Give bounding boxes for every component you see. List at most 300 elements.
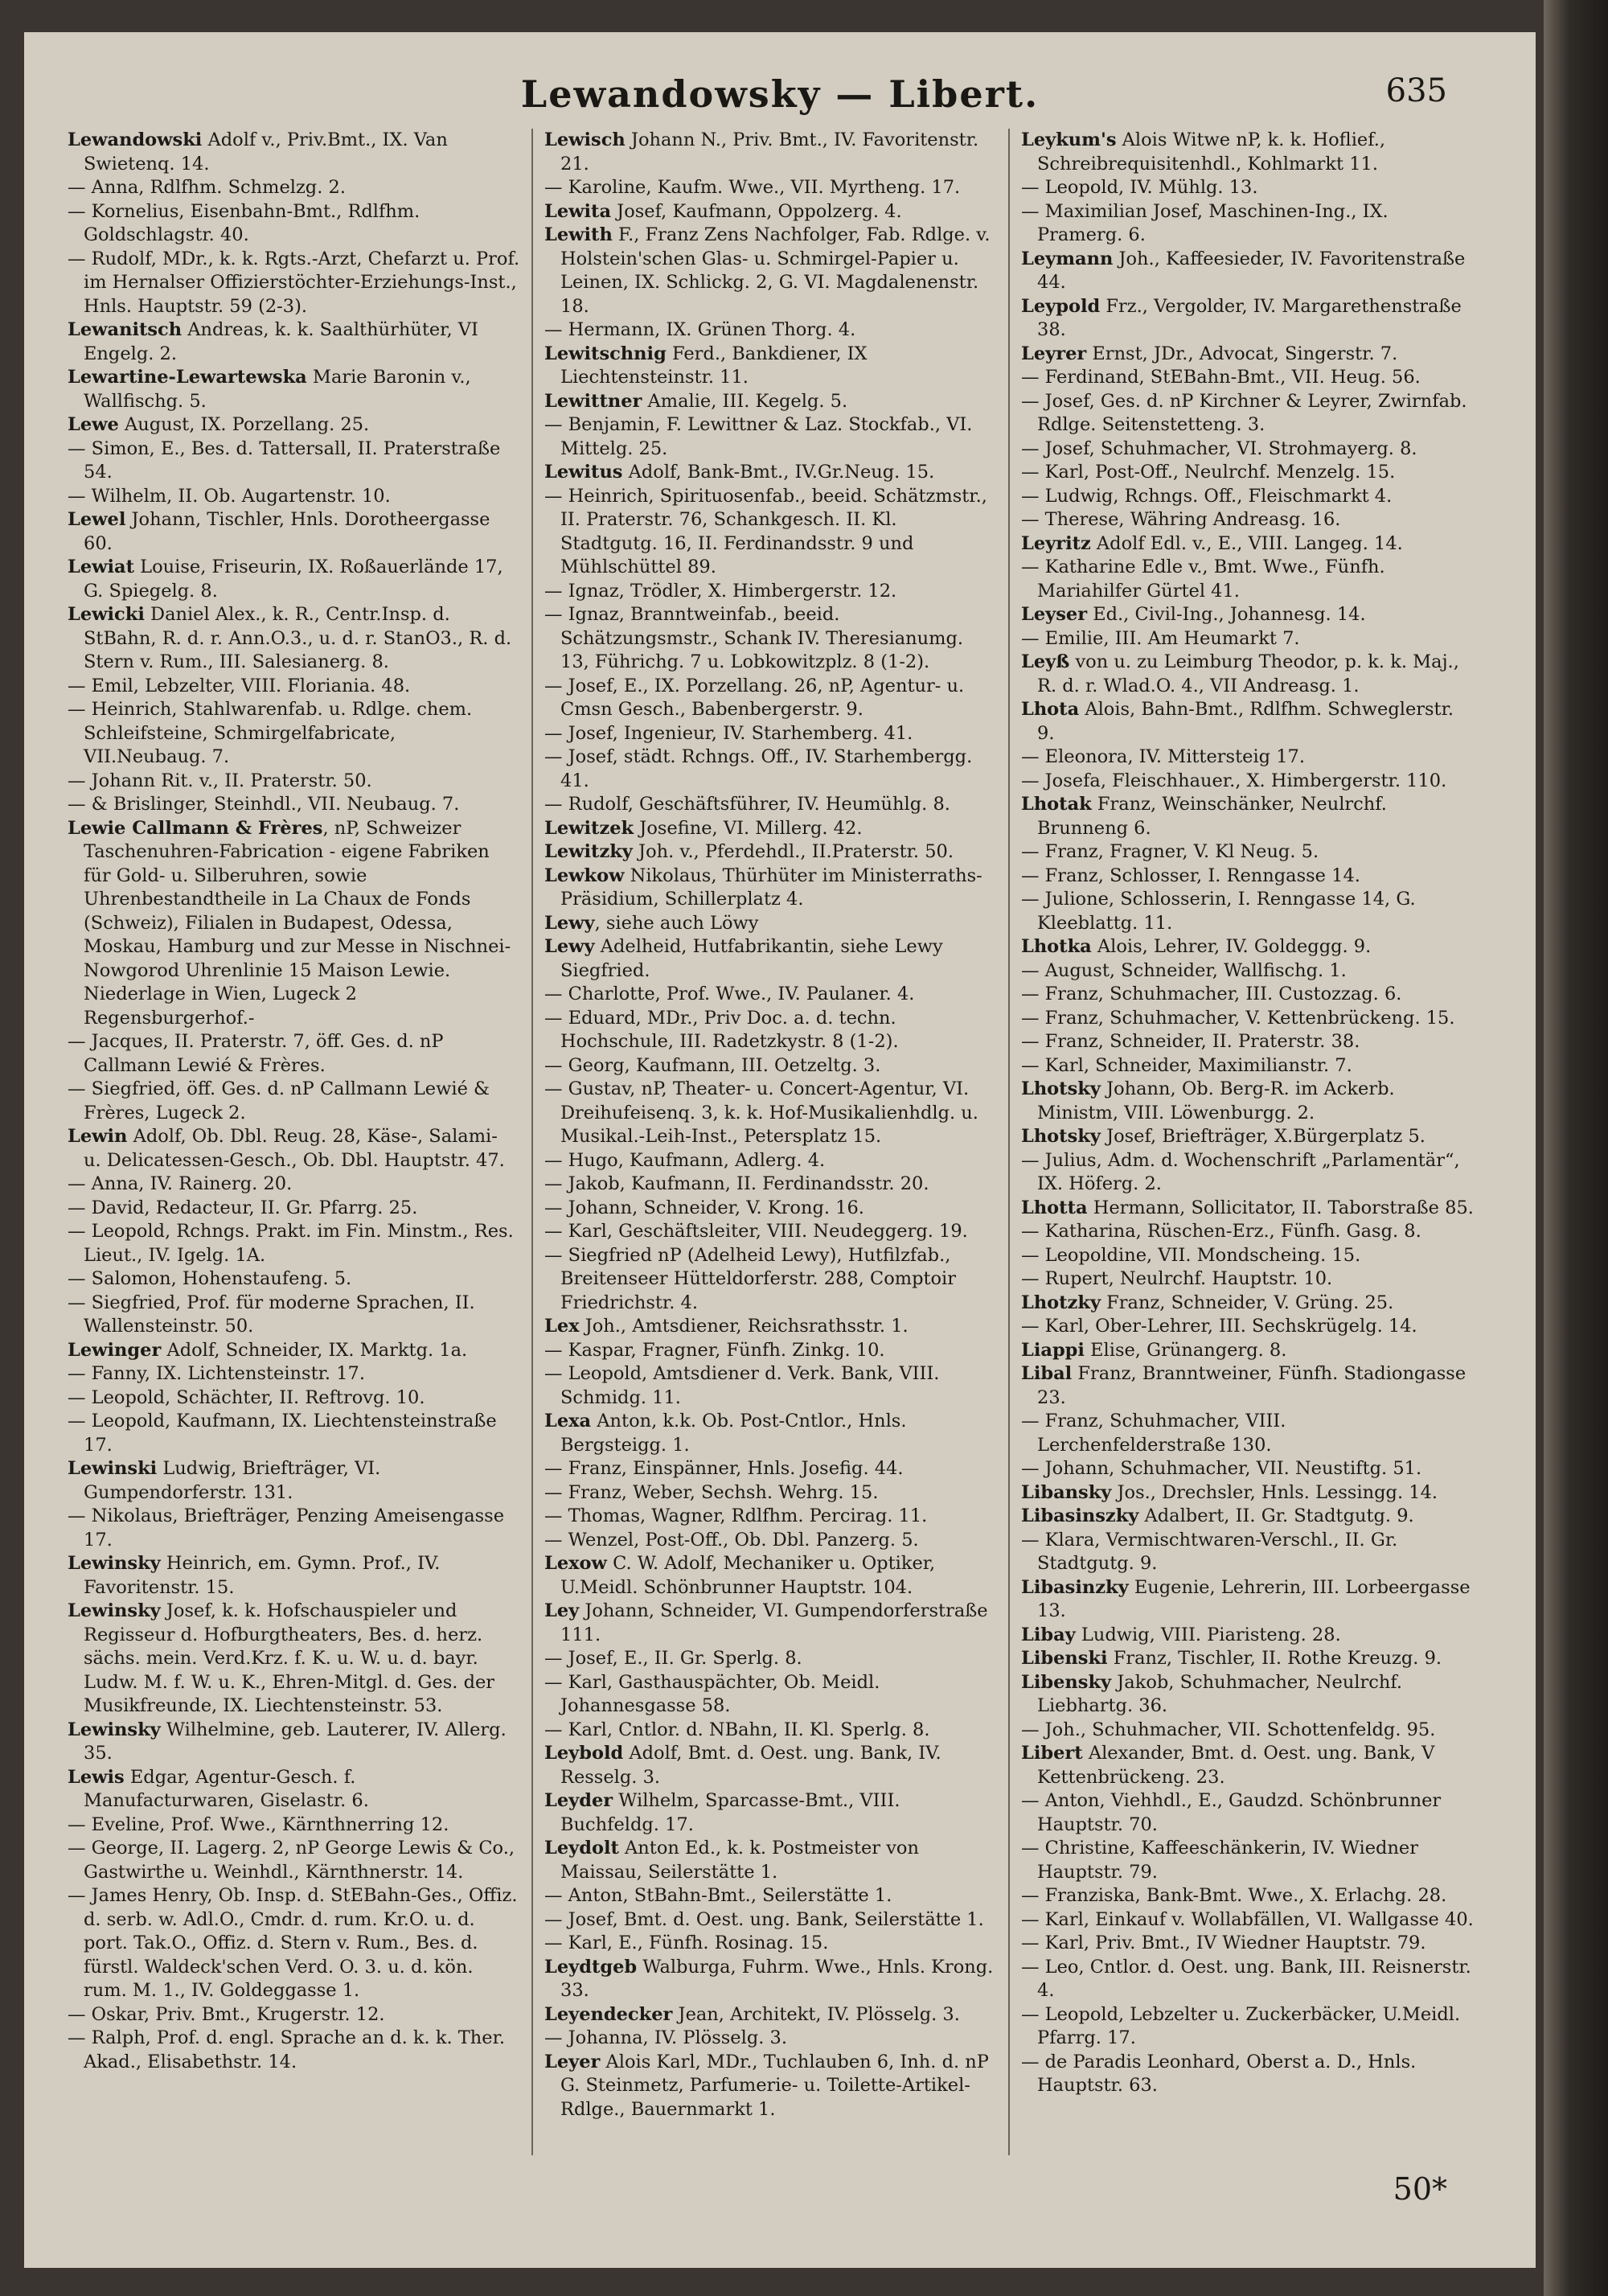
entry-surname: Libert — [1021, 1743, 1083, 1764]
directory-entry — [1021, 1956, 1475, 2003]
entry-text: — Karl, Geschäftsleiter, VIII. Neudeggerg. 19. — [544, 1221, 968, 1242]
directory-entry — [544, 1789, 997, 1837]
directory-entry — [544, 1244, 997, 1316]
entry-surname: Lewandowski — [68, 129, 203, 150]
directory-entry — [544, 603, 997, 675]
directory-entry — [68, 413, 520, 437]
entry-surname: Lewitus — [544, 462, 623, 483]
entry-text: , nP, Schweizer Taschenuhren-Fabrication - eigene Fabriken für Gold- u. Silberuhren, sowie Uhrenbestandtheile in La Chaux de Fonds (Schweiz), Filialen in Budapest, Odessa, Moskau, Hamburg und zur Messe in Nischnei-Nowgorod Uhrenlinie 15 Maison Lewie. Niederlage in Wien, Lugeck 2 Regensburgerhof.- — [84, 817, 511, 1029]
directory-entry — [68, 1197, 520, 1221]
entry-text: C. W. Adolf, Mechaniker u. Optiker, U.Meidl. Schönbrunner Hauptstr. 104. — [560, 1553, 936, 1598]
directory-entry — [1021, 1362, 1475, 1410]
entry-text: — Karl, Post-Off., Neulrchf. Menzelg. 15. — [1021, 462, 1396, 483]
entry-text: — Julius, Adm. d. Wochenschrift „Parlamentär“, IX. Höferg. 2. — [1021, 1149, 1460, 1194]
column-middle — [533, 129, 1010, 2155]
directory-entry — [68, 793, 520, 817]
directory-entry — [1021, 745, 1475, 770]
directory-entry — [68, 248, 520, 319]
directory-entry — [544, 390, 997, 414]
entry-surname: Lewe — [68, 414, 119, 435]
entry-text: — Jakob, Kaufmann, II. Ferdinandsstr. 20. — [544, 1173, 929, 1194]
directory-entry — [1021, 1908, 1475, 1933]
entry-text: Adolf, Ob. Dbl. Reug. 28, Käse-, Salami- u. Delicatessen-Gesch., Ob. Dbl. Hauptstr. 47. — [84, 1126, 505, 1171]
entry-text: Alexander, Bmt. d. Oest. ung. Bank, V Kettenbrückeng. 23. — [1037, 1743, 1435, 1788]
entry-text: Heinrich, em. Gymn. Prof., IV. Favoritenstr. 15. — [84, 1553, 441, 1598]
entry-text: Edgar, Agentur-Gesch. f. Manufacturwaren, Giselastr. 6. — [84, 1766, 369, 1811]
directory-entry — [544, 1671, 997, 1719]
entry-text: F., Franz Zens Nachfolger, Fab. Rdlge. v. Holstein'schen Glas- u. Schmirgel-Papier u. Leinen, IX. Schlickg. 2, G. VI. Magdalenenstr. 18. — [560, 224, 991, 317]
entry-surname: Libensky — [1021, 1671, 1112, 1693]
entry-text: Franz, Branntweiner, Fünfh. Stadiongasse 23. — [1037, 1363, 1466, 1408]
entry-text: — Hugo, Kaufmann, Adlerg. 4. — [544, 1149, 826, 1171]
entry-surname: Lhotzky — [1021, 1292, 1101, 1313]
entry-surname: Lhotta — [1021, 1197, 1088, 1218]
entry-text: Jean, Architekt, IV. Plösselg. 3. — [672, 2003, 960, 2025]
entry-text: — Leopold, Rchngs. Prakt. im Fin. Minstm., Res. Lieut., IV. Igelg. 1A. — [68, 1221, 514, 1266]
column-right — [1010, 129, 1487, 2155]
entry-text: — Therese, Währing Andreasg. 16. — [1021, 509, 1341, 530]
directory-entry — [544, 1078, 997, 1149]
entry-text: — Josef, Ges. d. nP Kirchner & Leyrer, Zwirnfab. Rdlge. Seitenstetteng. 3. — [1021, 390, 1467, 435]
entry-text: — Ferdinand, StEBahn-Bmt., VII. Heug. 56. — [1021, 367, 1421, 388]
directory-entry — [544, 793, 997, 817]
directory-entry — [544, 1932, 997, 1956]
entry-surname: Lewith — [544, 224, 613, 245]
entry-text: Adolf, Bank-Bmt., IV.Gr.Neug. 15. — [622, 462, 935, 483]
entry-surname: Lewanitsch — [68, 319, 183, 340]
directory-entry — [544, 1457, 997, 1481]
directory-entry — [544, 1339, 997, 1363]
entry-surname: Lhotsky — [1021, 1078, 1101, 1099]
entry-text: — Siegfried nP (Adelheid Lewy), Hutfilzfab., Breitenseer Hütteldorferstr. 288, Comptoir Friedrichstr. 4. — [544, 1244, 957, 1313]
directory-entry — [68, 437, 520, 485]
entry-text: Anton Ed., k. k. Postmeister von Maissau, Seilerstätte 1. — [560, 1838, 919, 1883]
entry-surname: Lewinsky — [68, 1553, 161, 1574]
entry-text: Johann, Ob. Berg-R. im Ackerb. Ministm, VIII. Löwenburgg. 2. — [1037, 1078, 1395, 1123]
directory-entry — [1021, 959, 1475, 984]
entry-text: — Simon, E., Bes. d. Tattersall, II. Praterstraße 54. — [68, 437, 501, 483]
entry-text: — Karl, Einkauf v. Wollabfällen, VI. Wallgasse 40. — [1021, 1908, 1474, 1930]
entry-text: — Anton, StBahn-Bmt., Seilerstätte 1. — [544, 1885, 892, 1906]
directory-entry — [68, 129, 520, 176]
entry-text: — Katharine Edle v., Bmt. Wwe., Fünfh. Mariahilfer Gürtel 41. — [1021, 557, 1385, 602]
directory-entry — [1021, 888, 1475, 935]
entry-surname: Leypold — [1021, 295, 1101, 317]
directory-entry — [68, 1078, 520, 1125]
directory-entry — [68, 1505, 520, 1552]
entry-text: — Franz, Schuhmacher, V. Kettenbrückeng. 15. — [1021, 1007, 1455, 1029]
directory-entry — [1021, 248, 1475, 295]
entry-text: — Salomon, Hohenstaufeng. 5. — [68, 1268, 352, 1289]
directory-entry — [68, 1267, 520, 1292]
entry-text: — Charlotte, Prof. Wwe., IV. Paulaner. 4. — [544, 984, 915, 1004]
entry-surname: Lewinski — [68, 1458, 158, 1479]
entry-text: — Franz, Schuhmacher, III. Custozzag. 6. — [1021, 984, 1402, 1004]
entry-surname: Lewel — [68, 509, 126, 530]
entry-text: Joh., Amtsdiener, Reichsrathsstr. 1. — [579, 1316, 909, 1337]
directory-entry — [68, 1173, 520, 1197]
entry-text: — Oskar, Priv. Bmt., Krugerstr. 12. — [68, 2003, 385, 2025]
directory-entry — [544, 912, 997, 936]
entry-text: August, IX. Porzellang. 25. — [118, 414, 370, 435]
entry-text: Ernst, JDr., Advocat, Singerstr. 7. — [1086, 343, 1398, 364]
entry-text: — Leopold, IV. Mühlg. 13. — [1021, 177, 1258, 198]
directory-page — [24, 32, 1536, 2268]
entry-text: — Siegfried, öff. Ges. d. nP Callmann Lewié & Frères, Lugeck 2. — [68, 1078, 490, 1123]
entry-text: Johann, Tischler, Hnls. Dorotheergasse 60. — [84, 509, 490, 554]
directory-entry — [544, 129, 997, 176]
directory-entry — [1021, 1884, 1475, 1908]
entry-surname: Leyß — [1021, 651, 1070, 672]
entry-surname: Liappi — [1021, 1339, 1085, 1361]
directory-entry — [68, 1292, 520, 1339]
directory-entry — [1021, 1267, 1475, 1292]
entry-text: Alois, Bahn-Bmt., Rdlfhm. Schweglerstr. 9. — [1037, 699, 1454, 744]
directory-entry — [544, 1054, 997, 1078]
directory-entry — [68, 817, 520, 1031]
entry-surname: Lewy — [544, 912, 595, 934]
directory-entry — [68, 1457, 520, 1505]
entry-text: Josef, Kaufmann, Oppolzerg. 4. — [611, 200, 902, 222]
directory-entry — [1021, 1529, 1475, 1576]
entry-text: — Ludwig, Rchngs. Off., Fleischmarkt 4. — [1021, 485, 1393, 507]
entry-text: Walburga, Fuhrm. Wwe., Hnls. Krong. 33. — [560, 1956, 994, 2001]
entry-surname: Lewis — [68, 1766, 125, 1788]
entry-surname: Lexa — [544, 1411, 592, 1431]
entry-surname: Lewittner — [544, 390, 642, 412]
directory-entry — [68, 1766, 520, 1813]
entry-text: — Thomas, Wagner, Rdlfhm. Percirag. 11. — [544, 1505, 928, 1526]
directory-entry — [68, 508, 520, 556]
directory-entry — [68, 1600, 520, 1719]
entry-text: — Ignaz, Trödler, X. Himbergerstr. 12. — [544, 580, 897, 602]
directory-entry — [68, 1884, 520, 2003]
directory-entry — [544, 2003, 997, 2027]
entry-surname: Lewie Callmann & Frères — [68, 817, 323, 839]
running-head: Lewandowsky — Libert. — [520, 72, 1040, 116]
entry-surname: Leyser — [1021, 604, 1088, 625]
entry-surname: Lhotka — [1021, 936, 1092, 957]
entry-text: — Leopold, Amtsdiener d. Verk. Bank, VIII. Schmidg. 11. — [544, 1363, 940, 1408]
entry-text: — Franz, Einspänner, Hnls. Josefig. 44. — [544, 1458, 904, 1479]
entry-text: — Hermann, IX. Grünen Thorg. 4. — [544, 319, 856, 340]
directory-entry — [1021, 1197, 1475, 1221]
directory-entry — [68, 176, 520, 200]
entry-text: — David, Redacteur, II. Gr. Pfarrg. 25. — [68, 1197, 418, 1218]
entry-text: — Anna, IV. Rainerg. 20. — [68, 1173, 293, 1194]
entry-text: — Anton, Viehhdl., E., Gaudzd. Schönbrunner Hauptstr. 70. — [1021, 1790, 1442, 1835]
entry-text: — Kaspar, Fragner, Fünfh. Zinkg. 10. — [544, 1339, 885, 1361]
directory-entry — [68, 556, 520, 603]
entry-text: — Leopold, Schächter, II. Reftrovg. 10. — [68, 1386, 425, 1408]
directory-entry — [544, 343, 997, 390]
entry-surname: Ley — [544, 1600, 580, 1621]
directory-entry — [544, 1197, 997, 1221]
entry-surname: Lewkow — [544, 865, 625, 886]
entry-text: Alois, Lehrer, IV. Goldeggg. 9. — [1091, 936, 1372, 957]
directory-entry — [544, 176, 997, 200]
entry-text: — Ralph, Prof. d. engl. Sprache an d. k. k. Ther. Akad., Elisabethstr. 14. — [68, 2027, 506, 2072]
directory-entry — [544, 675, 997, 722]
entry-text: Josefine, VI. Millerg. 42. — [634, 817, 863, 839]
entry-text: — de Paradis Leonhard, Oberst a. D., Hnls. Hauptstr. 63. — [1021, 2051, 1417, 2096]
entry-surname: Lewy — [544, 936, 595, 957]
entry-text: Joh., Kaffeesieder, IV. Favoritenstraße 44. — [1037, 248, 1466, 293]
entry-text: — Franz, Schneider, II. Praterstr. 38. — [1021, 1031, 1360, 1052]
directory-entry — [1021, 983, 1475, 1007]
directory-entry — [68, 366, 520, 413]
directory-entry — [544, 1149, 997, 1173]
entry-surname: Lewitzek — [544, 817, 634, 839]
directory-entry — [68, 318, 520, 366]
entry-text: Elise, Grünangerg. 8. — [1084, 1339, 1287, 1361]
entry-text: , siehe auch Löwy — [594, 912, 759, 934]
entry-surname: Lex — [544, 1316, 580, 1337]
entry-text: — Karl, Schneider, Maximilianstr. 7. — [1021, 1054, 1352, 1076]
directory-entry — [68, 1813, 520, 1838]
directory-entry — [1021, 200, 1475, 248]
directory-entry — [68, 1339, 520, 1363]
entry-surname: Lewinsky — [68, 1600, 161, 1621]
directory-entry — [544, 413, 997, 461]
directory-entry — [1021, 1505, 1475, 1529]
sheet-signature: 50* — [1393, 2171, 1447, 2207]
directory-entry — [1021, 1054, 1475, 1078]
entry-text: von u. zu Leimburg Theodor, p. k. k. Maj., R. d. r. Wlad.O. 4., VII Andreasg. 1. — [1037, 651, 1459, 696]
directory-entry — [1021, 840, 1475, 865]
entry-surname: Lewinsky — [68, 1719, 161, 1740]
entry-text: Joh. v., Pferdehdl., II.Praterstr. 50. — [632, 841, 954, 862]
entry-text: — Jacques, II. Praterstr. 7, öff. Ges. d. nP Callmann Lewié & Frères. — [68, 1031, 444, 1076]
entry-text: Josef, Briefträger, X.Bürgerplatz 5. — [1100, 1126, 1425, 1147]
directory-entry — [544, 1837, 997, 1884]
entry-text: — Franz, Schlosser, I. Renngasse 14. — [1021, 865, 1360, 886]
entry-text: — Rudolf, MDr., k. k. Rgts.-Arzt, Chefarzt u. Prof. im Hernalser Offizierstöchter-Erziehungs-Inst., Hnls. Hauptstr. 59 (2-3). — [68, 248, 520, 317]
entry-text: — Siegfried, Prof. für moderne Sprachen, II. Wallensteinstr. 50. — [68, 1292, 475, 1337]
page-number: 635 — [1385, 72, 1447, 109]
entry-text: — Wilhelm, II. Ob. Augartenstr. 10. — [68, 485, 391, 507]
directory-entry — [68, 603, 520, 675]
entry-text: Wilhelmine, geb. Lauterer, IV. Allerg. 35. — [84, 1719, 507, 1764]
entry-text: — Josefa, Fleischhauer., X. Himbergerstr. 110. — [1021, 770, 1447, 791]
directory-entry — [544, 2027, 997, 2051]
directory-entry — [544, 1505, 997, 1529]
directory-entry — [1021, 793, 1475, 840]
entry-text: — & Brislinger, Steinhdl., VII. Neubaug. 7. — [68, 794, 460, 815]
directory-entry — [1021, 390, 1475, 437]
entry-surname: Lexow — [544, 1553, 607, 1574]
entry-surname: Leyritz — [1021, 532, 1091, 554]
directory-entry — [1021, 532, 1475, 557]
directory-entry — [1021, 1125, 1475, 1149]
entry-text: — Heinrich, Spirituosenfab., beeid. Schätzmstr., II. Praterstr. 76, Schankgesch. II. Kl. Stadtgutg. 16, II. Ferdinandsstr. 9 und Mühlschüttel 89. — [544, 485, 987, 577]
entry-text: — Josef, Bmt. d. Oest. ung. Bank, Seilerstätte 1. — [544, 1908, 984, 1930]
directory-entry — [1021, 1457, 1475, 1481]
directory-entry — [1021, 1789, 1475, 1837]
entry-text: Daniel Alex., k. R., Centr.Insp. d. StBahn, R. d. r. Ann.O.3., u. d. r. StanO3., R. d. Stern v. Rum., III. Salesianerg. 8. — [84, 604, 512, 672]
directory-entry — [1021, 295, 1475, 343]
entry-surname: Libay — [1021, 1624, 1076, 1645]
directory-entry — [68, 2003, 520, 2027]
entry-text: Alois Karl, MDr., Tuchlauben 6, Inh. d. nP G. Steinmetz, Parfumerie- u. Toilette-Artikel-Rdlge., Bauernmarkt 1. — [560, 2051, 989, 2120]
directory-entry — [1021, 1624, 1475, 1648]
directory-entry — [68, 675, 520, 699]
directory-entry — [544, 200, 997, 224]
directory-entry — [544, 485, 997, 580]
entry-text: Nikolaus, Thürhüter im Ministerraths-Präsidium, Schillerplatz 4. — [560, 865, 982, 910]
directory-entry — [544, 1908, 997, 1933]
directory-entry — [544, 1173, 997, 1197]
entry-text: — Josef, E., IX. Porzellang. 26, nP, Agentur- u. Cmsn Gesch., Babenbergerstr. 9. — [544, 675, 965, 720]
directory-entry — [68, 1125, 520, 1173]
directory-entry — [68, 2027, 520, 2074]
directory-entry — [1021, 1671, 1475, 1719]
directory-entry — [68, 1386, 520, 1411]
directory-entry — [1021, 865, 1475, 889]
entry-text: — Josef, Ingenieur, IV. Starhemberg. 41. — [544, 722, 913, 744]
entry-text: Johann N., Priv. Bmt., IV. Favoritenstr. 21. — [560, 129, 979, 175]
entry-surname: Leykum's — [1021, 129, 1117, 150]
directory-entry — [544, 1410, 997, 1457]
directory-entry — [1021, 1719, 1475, 1743]
column-left — [56, 129, 533, 2155]
directory-entry — [68, 1362, 520, 1386]
directory-entry — [544, 318, 997, 343]
entry-surname: Lhotak — [1021, 794, 1092, 815]
directory-entry — [544, 2051, 997, 2122]
directory-entry — [1021, 1576, 1475, 1624]
entry-text: — Christine, Kaffeeschänkerin, IV. Wiedner Hauptstr. 79. — [1021, 1838, 1419, 1883]
directory-entry — [1021, 1410, 1475, 1457]
entry-surname: Lhota — [1021, 699, 1080, 720]
directory-entry — [544, 1220, 997, 1244]
entry-surname: Leyder — [544, 1790, 613, 1811]
directory-entry — [544, 1600, 997, 1647]
entry-text: Wilhelm, Sparcasse-Bmt., VIII. Buchfeldg. 17. — [560, 1790, 900, 1835]
entry-surname: Lewisch — [544, 129, 626, 150]
directory-entry — [544, 580, 997, 604]
entry-text: — Julione, Schlosserin, I. Renngasse 14, G. Kleeblattg. 11. — [1021, 889, 1416, 934]
entry-text: — Johann, Schuhmacher, VII. Neustiftg. 51. — [1021, 1458, 1422, 1479]
book-binding-edge — [1544, 0, 1608, 2296]
directory-entry — [1021, 485, 1475, 509]
directory-entry — [1021, 2051, 1475, 2098]
directory-entry — [544, 865, 997, 912]
entry-text: — Leopoldine, VII. Mondscheing. 15. — [1021, 1244, 1361, 1266]
entry-surname: Leymann — [1021, 248, 1114, 269]
entry-surname: Libansky — [1021, 1481, 1112, 1503]
entry-text: — Emil, Lebzelter, VIII. Floriania. 48. — [68, 675, 411, 696]
entry-surname: Leydtgeb — [544, 1956, 638, 1978]
directory-entry — [544, 1315, 997, 1339]
directory-entry — [1021, 1220, 1475, 1244]
entry-text: Adalbert, II. Gr. Stadtgutg. 9. — [1138, 1505, 1414, 1526]
entry-surname: Leybold — [544, 1743, 624, 1764]
directory-entry — [1021, 461, 1475, 485]
entry-text: Adolf v., Priv.Bmt., IX. Van Swietenq. 14. — [84, 129, 448, 175]
directory-entry — [544, 224, 997, 318]
entry-text: — Josef, Schuhmacher, VI. Strohmayerg. 8. — [1021, 437, 1417, 459]
directory-entry — [1021, 651, 1475, 698]
entry-text: — Josef, städt. Rchngs. Off., IV. Starhembergg. 41. — [544, 746, 973, 791]
entry-text: — Karl, Priv. Bmt., IV Wiedner Hauptstr. 79. — [1021, 1933, 1426, 1953]
entry-text: Johann, Schneider, VI. Gumpendorferstraße 111. — [560, 1600, 988, 1645]
entry-text: Ferd., Bankdiener, IX Liechtensteinstr. 11. — [560, 343, 868, 388]
directory-columns — [56, 129, 1487, 2155]
directory-entry — [1021, 1292, 1475, 1316]
directory-entry — [68, 1552, 520, 1600]
entry-text: Jos., Drechsler, Hnls. Lessingg. 14. — [1111, 1481, 1438, 1503]
directory-entry — [1021, 935, 1475, 959]
entry-text: — Benjamin, F. Lewittner & Laz. Stockfab., VI. Mittelg. 25. — [544, 414, 973, 459]
directory-entry — [1021, 1742, 1475, 1789]
entry-text: — Maximilian Josef, Maschinen-Ing., IX. Pramerg. 6. — [1021, 200, 1389, 245]
directory-entry — [544, 722, 997, 746]
directory-entry — [1021, 698, 1475, 745]
entry-surname: Lhotsky — [1021, 1126, 1101, 1147]
directory-entry — [544, 1481, 997, 1505]
entry-text: — Karl, Ober-Lehrer, III. Sechskrügelg. 14. — [1021, 1316, 1417, 1337]
directory-entry — [68, 1410, 520, 1457]
entry-surname: Lewicki — [68, 604, 145, 625]
entry-text: Adolf, Bmt. d. Oest. ung. Bank, IV. Resselg. 3. — [560, 1743, 941, 1788]
entry-text: Amalie, III. Kegelg. 5. — [642, 390, 848, 412]
entry-text: — Karoline, Kaufm. Wwe., VII. Myrtheng. 17. — [544, 177, 961, 198]
directory-entry — [1021, 129, 1475, 176]
entry-text: Jakob, Schuhmacher, Neulrchf. Liebhartg. 36. — [1037, 1671, 1403, 1716]
entry-text: Eugenie, Lehrerin, III. Lorbeergasse 13. — [1037, 1576, 1471, 1621]
directory-entry — [1021, 1030, 1475, 1054]
page-header — [24, 72, 1536, 137]
entry-text: — Johanna, IV. Plösselg. 3. — [544, 2027, 787, 2048]
directory-entry — [544, 1647, 997, 1671]
directory-entry — [1021, 366, 1475, 390]
entry-surname: Leyendecker — [544, 2003, 673, 2025]
entry-surname: Lewitschnig — [544, 343, 667, 364]
entry-surname: Leyrer — [1021, 343, 1087, 364]
entry-text: — Karl, Cntlor. d. NBahn, II. Kl. Sperlg. 8. — [544, 1719, 930, 1740]
entry-text: — Klara, Vermischtwaren-Verschl., II. Gr. Stadtgutg. 9. — [1021, 1529, 1398, 1574]
entry-text: Hermann, Sollicitator, II. Taborstraße 85. — [1087, 1197, 1474, 1218]
directory-entry — [1021, 1078, 1475, 1125]
directory-entry — [1021, 1339, 1475, 1363]
entry-surname: Lewitzky — [544, 841, 633, 862]
directory-entry — [1021, 1007, 1475, 1031]
entry-text: — Johann Rit. v., II. Praterstr. 50. — [68, 770, 372, 791]
entry-text: — Franz, Weber, Sechsh. Wehrg. 15. — [544, 1481, 879, 1503]
entry-text: — Wenzel, Post-Off., Ob. Dbl. Panzerg. 5. — [544, 1529, 919, 1551]
entry-text: — Leo, Cntlor. d. Oest. ung. Bank, III. Reisnerstr. 4. — [1021, 1956, 1471, 2001]
directory-entry — [1021, 1149, 1475, 1197]
entry-text: Franz, Weinschänker, Neulrchf. Brunneng 6. — [1037, 794, 1387, 839]
directory-entry — [544, 1007, 997, 1054]
directory-entry — [68, 1837, 520, 1884]
entry-text: Franz, Tischler, II. Rothe Kreuzg. 9. — [1107, 1648, 1442, 1669]
directory-entry — [68, 1030, 520, 1078]
entry-surname: Leydolt — [544, 1838, 619, 1859]
directory-entry — [1021, 508, 1475, 532]
directory-entry — [1021, 1244, 1475, 1268]
directory-entry — [1021, 603, 1475, 627]
entry-text: — Leopold, Kaufmann, IX. Liechtensteinstraße 17. — [68, 1411, 497, 1456]
entry-text: — Georg, Kaufmann, III. Oetzeltg. 3. — [544, 1054, 881, 1076]
entry-text: — Franz, Fragner, V. Kl Neug. 5. — [1021, 841, 1319, 862]
directory-entry — [544, 1884, 997, 1908]
entry-text: Marie Baronin v., Wallfischg. 5. — [84, 367, 471, 412]
entry-text: Adolf Edl. v., E., VIII. Langeg. 14. — [1090, 532, 1403, 554]
entry-surname: Lewiat — [68, 557, 135, 577]
entry-text: Anton, k.k. Ob. Post-Cntlor., Hnls. Bergsteigg. 1. — [560, 1411, 907, 1456]
